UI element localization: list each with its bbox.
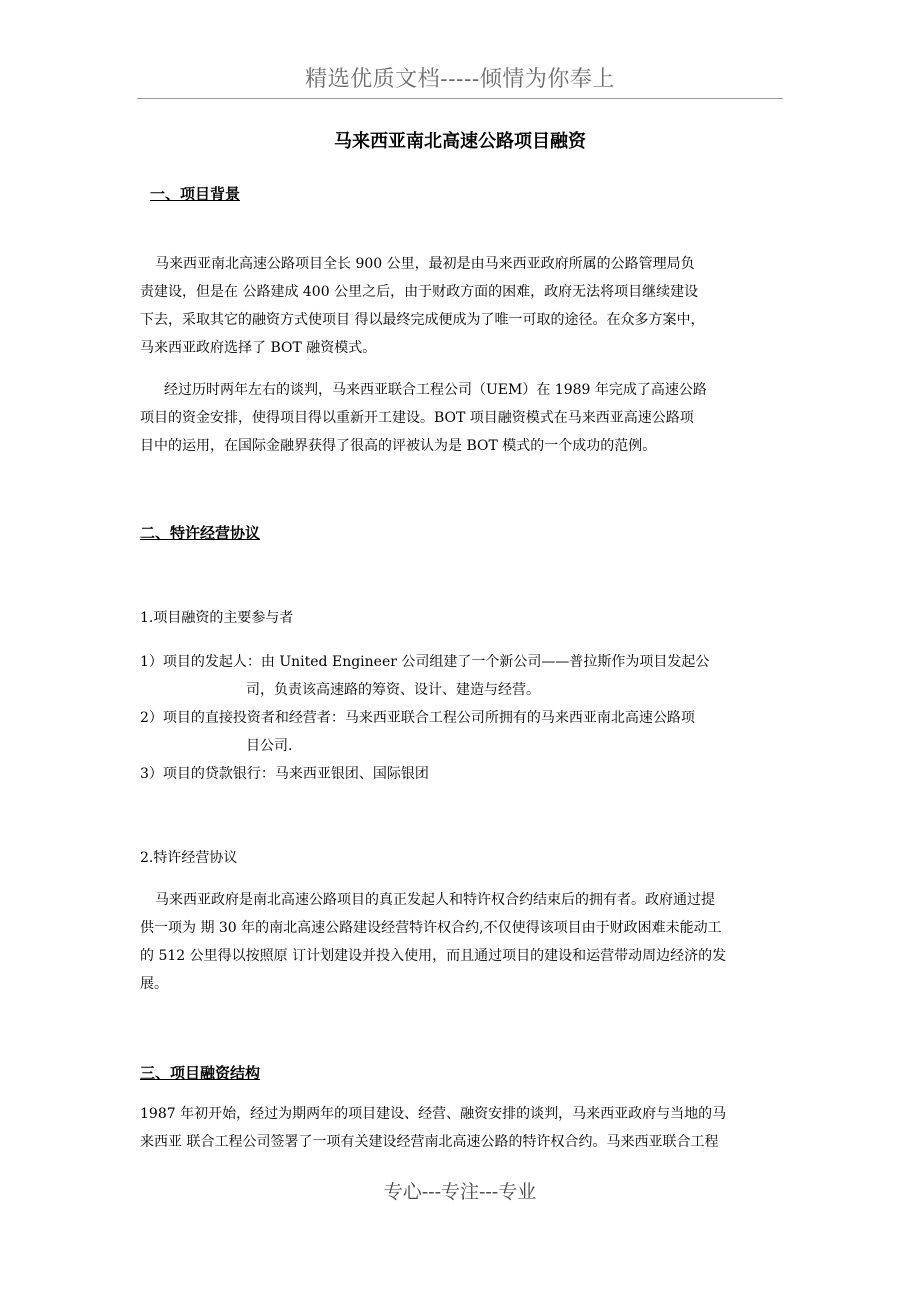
paragraph-line: 来西亚 联合工程公司签署了一项有关建设经营南北高速公路的特许权合约。马来西亚联合工程 bbox=[140, 1134, 719, 1150]
page-header: 精选优质文档-----倾情为你奉上 bbox=[305, 67, 615, 92]
document-title: 马来西亚南北高速公路项目融资 bbox=[334, 131, 586, 152]
subsection-title: 2.特许经营协议 bbox=[140, 850, 238, 866]
list-item: 1）项目的发起人：由 United Engineer 公司组建了一个新公司——普拉斯作为项目发起公 bbox=[140, 654, 710, 670]
page-footer: 专心---专注---专业 bbox=[383, 1181, 537, 1203]
section-heading-financing-structure: 三、项目融资结构 bbox=[140, 1064, 261, 1082]
list-item: 3）项目的贷款银行：马来西亚银团、国际银团 bbox=[140, 766, 429, 782]
paragraph-line: 下去，采取其它的融资方式使项目 得以最终完成便成为了唯一可取的途径。在众多方案中， bbox=[140, 312, 705, 328]
paragraph-line: 马来西亚政府是南北高速公路项目的真正发起人和特许权合约结束后的拥有者。政府通过提 bbox=[155, 892, 715, 908]
paragraph-line: 马来西亚南北高速公路项目全长 900 公里，最初是由马来西亚政府所属的公路管理局负 bbox=[155, 256, 695, 272]
paragraph-line: 的 512 公里得以按照原 订计划建设并投入使用，而且通过项目的建设和运营带动周边经济的发 bbox=[140, 948, 727, 964]
paragraph-line: 展。 bbox=[140, 976, 168, 992]
subsection-title: 1.项目融资的主要参与者 bbox=[140, 610, 294, 626]
list-item-continuation: 目公司. bbox=[246, 738, 293, 754]
header-divider bbox=[137, 98, 783, 99]
paragraph-line: 1987 年初开始，经过为期两年的项目建设、经营、融资安排的谈判，马来西亚政府与当地的马 bbox=[140, 1106, 727, 1122]
paragraph-line: 供一项为 期 30 年的南北高速公路建设经营特许权合约,不仅使得该项目由于财政困难未能动工 bbox=[140, 920, 722, 936]
paragraph-line: 责建设，但是在 公路建成 400 公里之后，由于财政方面的困难，政府无法将项目继续建设 bbox=[140, 284, 699, 300]
paragraph-line: 目中的运用，在国际金融界获得了很高的评被认为是 BOT 模式的一个成功的范例。 bbox=[140, 438, 657, 454]
list-item-continuation: 司，负责该高速路的筹资、设计、建造与经营。 bbox=[246, 682, 540, 698]
paragraph-line: 经过历时两年左右的谈判，马来西亚联合工程公司（UEM）在 1989 年完成了高速公路 bbox=[164, 382, 707, 398]
section-heading-franchise: 二、特许经营协议 bbox=[140, 524, 261, 542]
section-heading-background: 一、项目背景 bbox=[150, 185, 241, 203]
list-item: 2）项目的直接投资者和经营者：马来西亚联合工程公司所拥有的马来西亚南北高速公路项 bbox=[140, 710, 695, 726]
paragraph-line: 马来西亚政府选择了 BOT 融资模式。 bbox=[140, 340, 377, 356]
paragraph-line: 项目的资金安排，使得项目得以重新开工建设。BOT 项目融资模式在马来西亚高速公路项 bbox=[140, 410, 694, 426]
